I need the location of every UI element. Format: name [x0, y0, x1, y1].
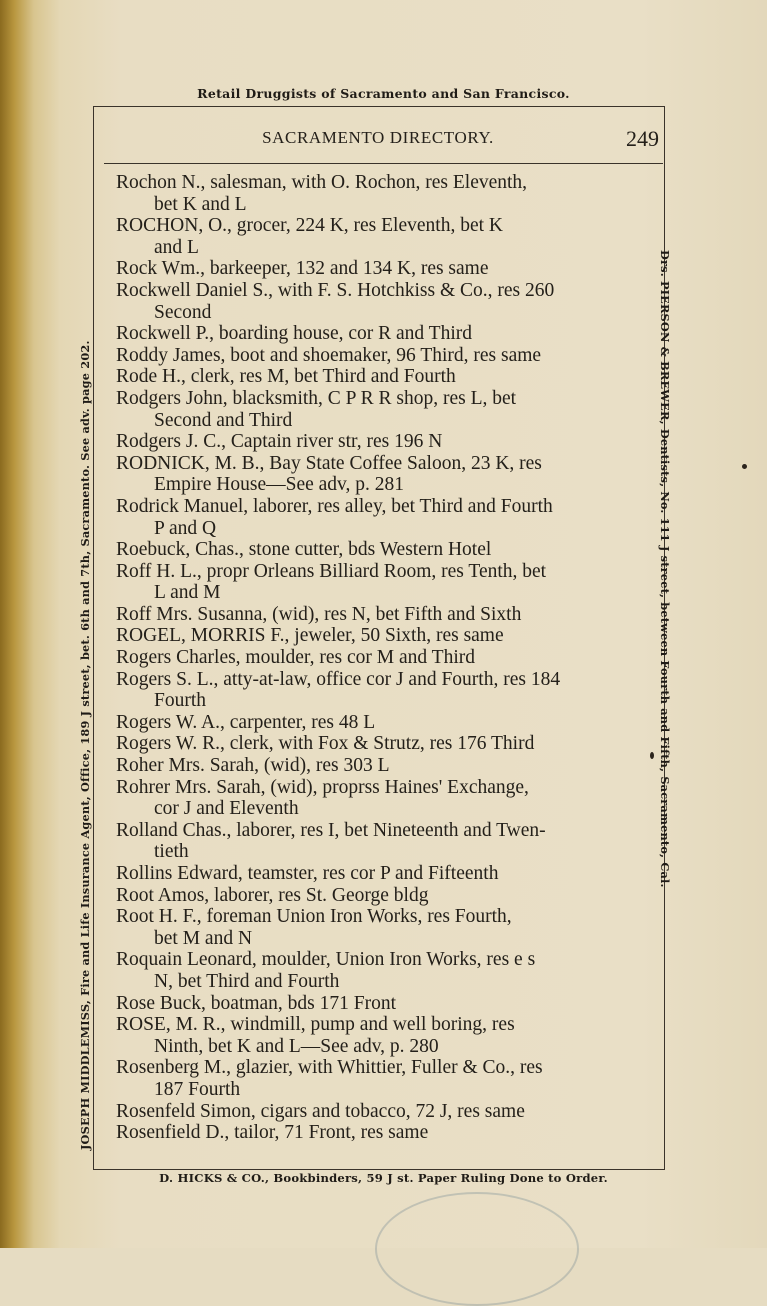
directory-entry [116, 561, 646, 604]
directory-entry [116, 1101, 646, 1123]
entry-text: ROGEL, MORRIS F., jeweler, 50 Sixth, res same [116, 625, 504, 647]
bottom-banner: D. HICKS & CO., Bookbinders, 59 J st. Paper Ruling Done to Order. [159, 1171, 608, 1185]
entry-continuation: Ninth, bet K and L—See adv, p. 280 [154, 1035, 439, 1057]
page-title: SACRAMENTO DIRECTORY. [262, 128, 494, 147]
directory-entry [116, 1122, 646, 1144]
entry-text: Rodgers John, blacksmith, C P R R shop, res L, bet [116, 387, 517, 409]
entry-continuation: and L [154, 236, 199, 258]
entry-continuation: P and Q [154, 517, 217, 539]
header-rule [104, 163, 663, 164]
entry-continuation: 187 Fourth [154, 1078, 241, 1100]
entry-continuation: L and M [154, 582, 221, 604]
entry-text: Rosenfeld Simon, cigars and tobacco, 72 J, res same [116, 1100, 525, 1122]
entry-text: Rochon N., salesman, with O. Rochon, res Eleventh, [116, 172, 528, 193]
directory-entries [116, 172, 646, 1144]
entry-text: Rosenberg M., glazier, with Whittier, Fuller & Co., res [116, 1057, 543, 1079]
entry-continuation: Fourth [154, 690, 207, 712]
directory-entry [116, 755, 646, 777]
entry-text: RODNICK, M. B., Bay State Coffee Saloon, 23 K, res [116, 452, 542, 474]
entry-text: Rock Wm., barkeeper, 132 and 134 K, res same [116, 258, 489, 280]
directory-entry [116, 258, 646, 280]
page-number: 249 [626, 126, 659, 151]
entry-text: Rollins Edward, teamster, res cor P and Fifteenth [116, 863, 499, 884]
entry-text: Rose Buck, boatman, bds 171 Front [116, 992, 397, 1014]
directory-entry [116, 172, 646, 215]
entry-text: Roff H. L., propr Orleans Billiard Room, res Tenth, bet [116, 560, 547, 582]
directory-entry [116, 885, 646, 907]
directory-entry [116, 993, 646, 1015]
left-margin-advertisement: JOSEPH MIDDLEMISS, Fire and Life Insurance Agent, Office, 189 J street, bet. 6th and 7th, Sacramento. See adv. page 202. [78, 340, 92, 1150]
directory-entry [116, 949, 646, 992]
entry-text: Rohrer Mrs. Sarah, (wid), proprss Haines' Exchange, [116, 776, 529, 798]
ink-speck [650, 752, 654, 759]
entry-text: Root H. F., foreman Union Iron Works, res Fourth, [116, 906, 512, 928]
entry-text: Rogers Charles, moulder, res cor M and Third [116, 647, 475, 669]
running-header [93, 126, 663, 156]
directory-entry [116, 820, 646, 863]
entry-continuation: bet K and L [154, 193, 247, 215]
entry-text: Rolland Chas., laborer, res I, bet Nineteenth and Twen- [116, 819, 546, 841]
entry-text: Rockwell Daniel S., with F. S. Hotchkiss & Co., res 260 [116, 279, 555, 301]
entry-continuation: bet M and N [154, 927, 253, 949]
entry-text: Rodrick Manuel, laborer, res alley, bet Third and Fourth [116, 495, 553, 517]
directory-entry [116, 539, 646, 561]
library-stamp [375, 1192, 579, 1306]
entry-text: Roquain Leonard, moulder, Union Iron Works, res e s [116, 949, 536, 971]
entry-continuation: N, bet Third and Fourth [154, 970, 340, 992]
directory-entry [116, 280, 646, 323]
directory-entry [116, 1057, 646, 1100]
entry-continuation: Empire House—See adv, p. 281 [154, 474, 405, 496]
directory-entry [116, 1014, 646, 1057]
directory-entry [116, 647, 646, 669]
entry-text: Rogers W. R., clerk, with Fox & Strutz, res 176 Third [116, 733, 535, 755]
entry-text: Rogers W. A., carpenter, res 48 L [116, 711, 376, 733]
entry-text: Root Amos, laborer, res St. George bldg [116, 884, 429, 906]
entry-text: Rodgers J. C., Captain river str, res 196 N [116, 431, 443, 453]
directory-entry [116, 366, 646, 388]
directory-entry [116, 345, 646, 367]
entry-text: Rode H., clerk, res M, bet Third and Fourth [116, 366, 456, 388]
directory-entry [116, 323, 646, 345]
entry-continuation: Second [154, 301, 212, 323]
entry-text: ROSE, M. R., windmill, pump and well boring, res [116, 1014, 515, 1036]
directory-entry [116, 453, 646, 496]
directory-entry [116, 388, 646, 431]
directory-entry [116, 625, 646, 647]
entry-continuation: cor J and Eleventh [154, 798, 299, 820]
entry-text: Rogers S. L., atty-at-law, office cor J and Fourth, res 184 [116, 668, 561, 690]
entry-text: Rockwell P., boarding house, cor R and Third [116, 323, 473, 345]
entry-text: Roher Mrs. Sarah, (wid), res 303 L [116, 755, 390, 777]
entry-text: ROCHON, O., grocer, 224 K, res Eleventh, bet K [116, 215, 503, 237]
top-banner: Retail Druggists of Sacramento and San Francisco. [197, 86, 570, 101]
directory-entry [116, 431, 646, 453]
directory-entry [116, 604, 646, 626]
directory-entry [116, 777, 646, 820]
entry-text: Roebuck, Chas., stone cutter, bds Western Hotel [116, 539, 492, 561]
entry-text: Roddy James, boot and shoemaker, 96 Third, res same [116, 344, 542, 366]
ink-speck [742, 464, 747, 469]
right-margin-advertisement: Drs. PIERSON & BREWER, Dentists, No. 111 J street, between Fourth and Fifth, Sacramento, Cal. [658, 250, 672, 888]
entry-text: Rosenfield D., tailor, 71 Front, res same [116, 1122, 429, 1144]
entry-continuation: Second and Third [154, 409, 293, 431]
directory-entry [116, 863, 646, 885]
directory-entry [116, 215, 646, 258]
directory-entry [116, 906, 646, 949]
entry-text: Roff Mrs. Susanna, (wid), res N, bet Fifth and Sixth [116, 603, 522, 625]
directory-entry [116, 669, 646, 712]
directory-entry [116, 733, 646, 755]
entry-continuation: tieth [154, 841, 189, 863]
directory-entry [116, 496, 646, 539]
directory-entry [116, 712, 646, 734]
